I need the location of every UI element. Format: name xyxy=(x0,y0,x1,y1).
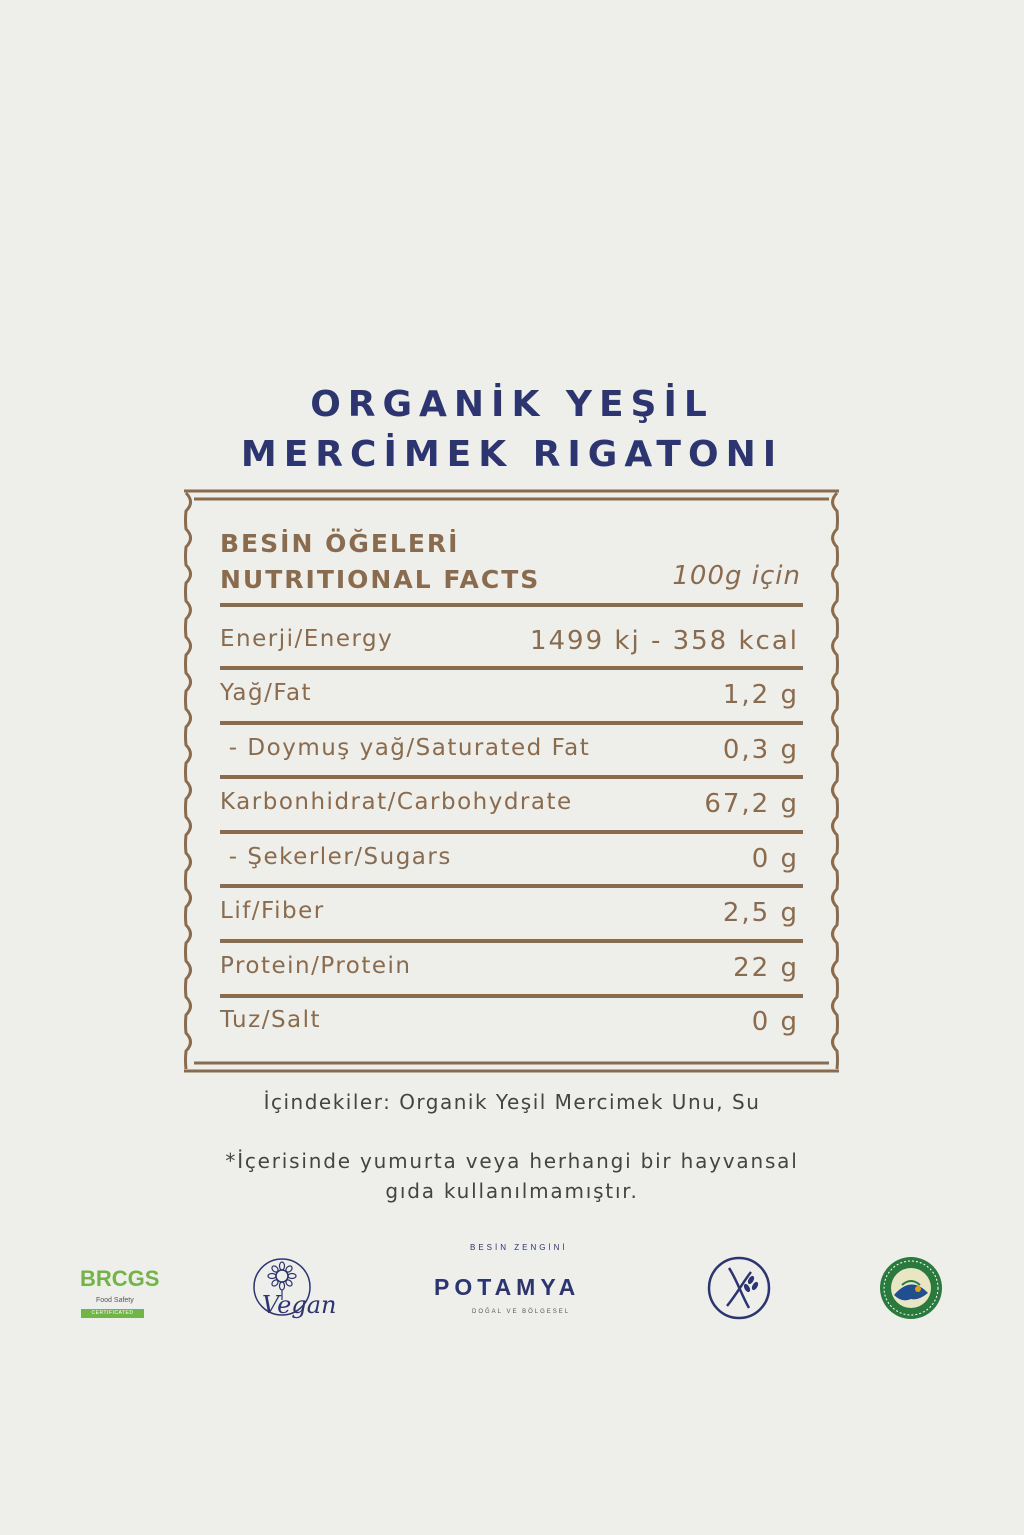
row-divider xyxy=(220,994,803,998)
row-label: Karbonhidrat/Carbohydrate xyxy=(220,789,573,815)
row-label: - Şekerler/Sugars xyxy=(220,844,452,870)
product-title xyxy=(0,380,1024,480)
organic-seal-icon xyxy=(878,1255,944,1321)
row-divider xyxy=(220,666,803,670)
row-value: 67,2 g xyxy=(704,789,799,819)
row-label: Lif/Fiber xyxy=(220,898,325,924)
row-value: 0 g xyxy=(751,844,799,874)
row-label: - Doymuş yağ/Saturated Fat xyxy=(220,735,591,761)
ingredients-text: İçindekiler: Organik Yeşil Mercimek Unu, Su xyxy=(263,1090,761,1114)
product-title-line2: MERCİMEK RIGATONI xyxy=(240,434,784,475)
row-value: 0,3 g xyxy=(722,735,799,765)
row-label: Tuz/Salt xyxy=(220,1007,322,1033)
row-divider xyxy=(220,830,803,834)
per-amount: 100g için xyxy=(672,561,801,591)
brcgs-bar: CERTIFICATED xyxy=(81,1309,144,1318)
gluten-free-icon xyxy=(707,1256,771,1320)
animal-free-note xyxy=(0,1146,1024,1206)
row-value: 0 g xyxy=(751,1007,799,1037)
row-divider xyxy=(220,939,803,943)
note-line1: *İçerisinde yumurta veya herhangi bir hayvansal xyxy=(225,1149,799,1173)
row-label: Protein/Protein xyxy=(220,953,412,979)
potamya-wordmark: POTAMYA xyxy=(434,1274,581,1300)
note-line2: gıda kullanılmamıştır. xyxy=(385,1179,639,1203)
nutrition-heading-en: NUTRITIONAL FACTS xyxy=(220,565,541,594)
row-divider xyxy=(220,884,803,888)
row-label: Yağ/Fat xyxy=(220,680,313,706)
row-label: Enerji/Energy xyxy=(220,626,394,652)
row-value: 1499 kj - 358 kcal xyxy=(529,626,799,656)
product-title-line1: ORGANİK YEŞİL xyxy=(310,384,714,425)
nutrition-panel xyxy=(182,489,841,1073)
brcgs-subtitle: Food Safety xyxy=(96,1297,134,1304)
vegan-wordmark: Vegan xyxy=(262,1291,337,1319)
row-divider xyxy=(220,721,803,725)
brcgs-wordmark: BRCGS xyxy=(80,1266,160,1291)
row-value: 22 g xyxy=(733,953,799,983)
row-divider xyxy=(220,775,803,779)
header-rule xyxy=(220,603,803,607)
row-value: 1,2 g xyxy=(722,680,799,710)
potamya-tagline-bottom: DOĞAL VE BÖLGESEL xyxy=(472,1309,571,1315)
nutrition-heading-tr: BESİN ÖĞELERİ xyxy=(220,529,460,558)
row-value: 2,5 g xyxy=(722,898,799,928)
potamya-tagline-top: BESİN ZENGİNİ xyxy=(470,1243,568,1252)
